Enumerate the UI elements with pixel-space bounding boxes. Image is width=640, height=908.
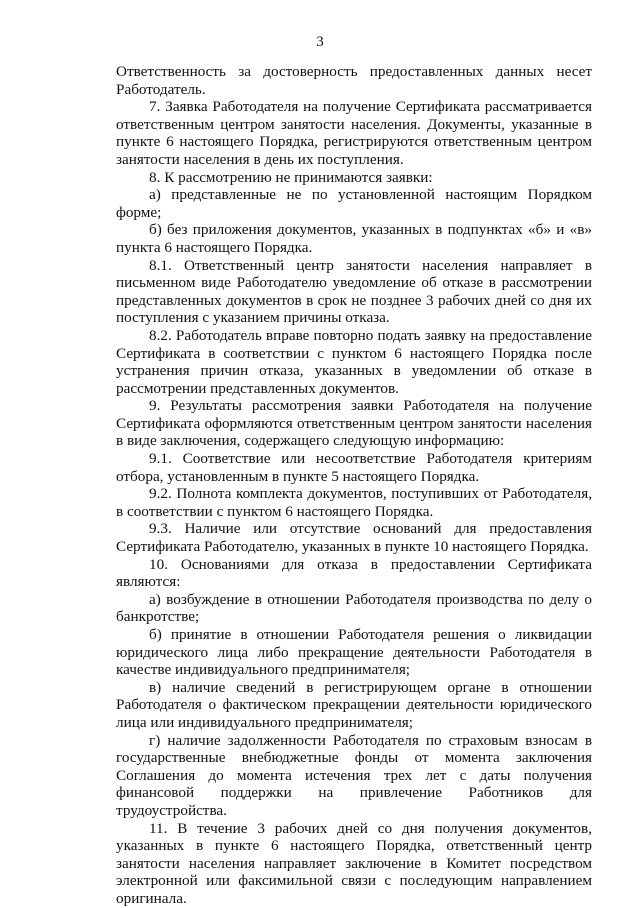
page-number: 3: [316, 34, 324, 50]
paragraph: в) наличие сведений в регистрирующем органе в отношении Работодателя о фактическом прекращении деятельности юридического лица или индивидуального предпринимателя;: [116, 678, 592, 731]
paragraph: б) принятие в отношении Работодателя решения о ликвидации юридического лица либо прекращение деятельности Работодателя в качестве индивидуального предпринимателя;: [116, 626, 592, 679]
paragraph: б) без приложения документов, указанных в подпунктах «б» и «в» пункта 6 настоящего Порядка.: [116, 221, 592, 256]
paragraph: 11. В течение 3 рабочих дней со дня получения документов, указанных в пункте 6 настоящего Порядка, ответственный центр занятости населения направляет заключение в Комитет посредством электронной или факсимильной связи с последующим направлением оригинала.: [116, 819, 592, 907]
paragraph: 9. Результаты рассмотрения заявки Работодателя на получение Сертификата оформляются ответственным центром занятости населения в виде заключения, содержащего следующую информацию:: [116, 397, 592, 450]
paragraph: 8.1. Ответственный центр занятости населения направляет в письменном виде Работодателю уведомление об отказе в рассмотрении представленных документов в срок не позднее 3 рабочих дней со дня их поступления с указанием причины отказа.: [116, 256, 592, 327]
paragraph: а) представленные не по установленной настоящим Порядком форме;: [116, 186, 592, 221]
paragraph: 8.2. Работодатель вправе повторно подать заявку на предоставление Сертификата в соответствии с пунктом 6 настоящего Порядка после устранения причин отказа, указанных в уведомлении об отказе в рассмотрении представленных документов.: [116, 326, 592, 397]
paragraph: 9.1. Соответствие или несоответствие Работодателя критериям отбора, установленным в пункте 5 настоящего Порядка.: [116, 450, 592, 485]
paragraph: 10. Основаниями для отказа в предоставлении Сертификата являются:: [116, 555, 592, 591]
paragraph: 9.2. Полнота комплекта документов, поступивших от Работодателя, в соответствии с пунктом 6 настоящего Порядка.: [116, 485, 592, 520]
paragraph: 8. К рассмотрению не принимаются заявки:: [149, 168, 433, 186]
paragraph: Ответственность за достоверность предоставленных данных несет Работодатель.: [116, 63, 592, 98]
paragraph: 9.3. Наличие или отсутствие оснований для предоставления Сертификата Работодателю, указанных в пункте 10 настоящего Порядка.: [116, 520, 592, 556]
paragraph: г) наличие задолженности Работодателя по страховым взносам в государственные внебюджетные фонды от момента заключения Соглашения до момента истечения трех лет с даты получения финансовой поддержки на привлечение Работников для трудоустройства.: [116, 731, 592, 819]
paragraph: а) возбуждение в отношении Работодателя производства по делу о банкротстве;: [116, 590, 592, 626]
paragraph: 7. Заявка Работодателя на получение Сертификата рассматривается ответственным центром занятости населения. Документы, указанные в пункте 6 настоящего Порядка, регистрируются ответственным центром занятости населения в день их поступления.: [116, 98, 592, 168]
document-body: [116, 63, 592, 908]
